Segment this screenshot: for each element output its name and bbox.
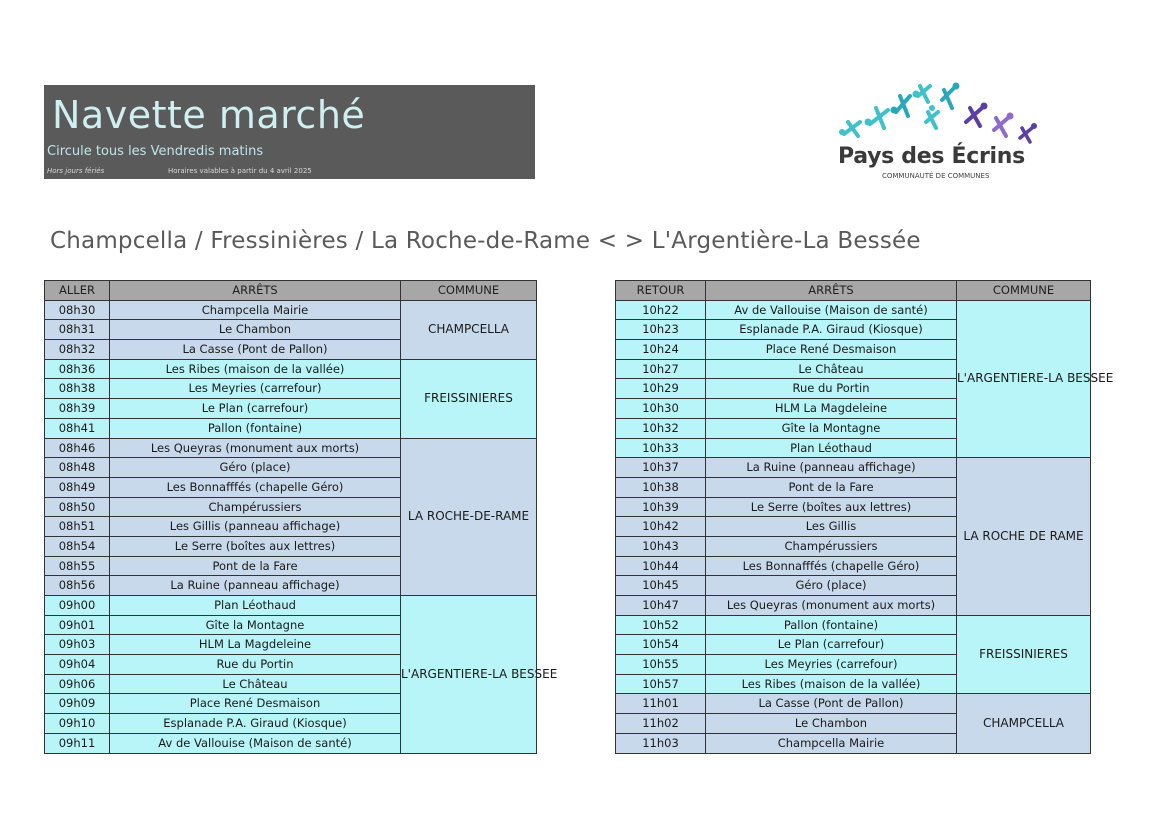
stop-cell: Géro (place) bbox=[110, 458, 401, 478]
route-heading: Champcella / Fressinières / La Roche-de-Rame < > L'Argentière-La Bessée bbox=[50, 228, 921, 254]
table-header-row bbox=[616, 281, 1091, 301]
time-cell: 10h22 bbox=[616, 300, 706, 320]
header-arrets: ARRÊTS bbox=[110, 281, 401, 301]
time-cell: 09h00 bbox=[45, 596, 110, 616]
stop-cell: Plan Léothaud bbox=[706, 438, 957, 458]
table-row bbox=[616, 694, 1091, 714]
banner-subtitle: Circule tous les Vendredis matins bbox=[47, 144, 264, 159]
time-cell: 10h24 bbox=[616, 340, 706, 360]
time-cell: 08h36 bbox=[45, 359, 110, 379]
time-cell: 08h46 bbox=[45, 438, 110, 458]
time-cell: 09h01 bbox=[45, 615, 110, 635]
stop-cell: Rue du Portin bbox=[706, 379, 957, 399]
holidays-note: Hors jours fériés bbox=[47, 167, 105, 175]
time-cell: 08h31 bbox=[45, 320, 110, 340]
stop-cell: Place René Desmaison bbox=[706, 340, 957, 360]
table-row bbox=[45, 300, 537, 320]
stop-cell: Champcella Mairie bbox=[110, 300, 401, 320]
time-cell: 10h27 bbox=[616, 359, 706, 379]
table-row bbox=[45, 359, 537, 379]
time-cell: 08h55 bbox=[45, 556, 110, 576]
stop-cell: Le Château bbox=[110, 674, 401, 694]
stop-cell: Gîte la Montagne bbox=[706, 418, 957, 438]
time-cell: 10h30 bbox=[616, 399, 706, 419]
commune-cell: FREISSINIERES bbox=[957, 615, 1091, 694]
logo-figures-icon bbox=[830, 82, 1040, 144]
time-cell: 10h57 bbox=[616, 674, 706, 694]
stop-cell: La Casse (Pont de Pallon) bbox=[706, 694, 957, 714]
time-cell: 08h56 bbox=[45, 576, 110, 596]
stop-cell: Esplanade P.A. Giraud (Kiosque) bbox=[110, 714, 401, 734]
header-arrets: ARRÊTS bbox=[706, 281, 957, 301]
stop-cell: Les Ribes (maison de la vallée) bbox=[706, 674, 957, 694]
stop-cell: Le Château bbox=[706, 359, 957, 379]
commune-cell: L'ARGENTIERE-LA BESSEE bbox=[957, 300, 1091, 458]
stop-cell: Les Meyries (carrefour) bbox=[706, 655, 957, 675]
table-row bbox=[45, 596, 537, 616]
time-cell: 09h10 bbox=[45, 714, 110, 734]
time-cell: 08h49 bbox=[45, 477, 110, 497]
time-cell: 08h54 bbox=[45, 536, 110, 556]
stop-cell: La Casse (Pont de Pallon) bbox=[110, 340, 401, 360]
time-cell: 10h55 bbox=[616, 655, 706, 675]
table-row bbox=[45, 438, 537, 458]
time-cell: 08h38 bbox=[45, 379, 110, 399]
time-cell: 10h37 bbox=[616, 458, 706, 478]
stop-cell: Géro (place) bbox=[706, 576, 957, 596]
time-cell: 08h41 bbox=[45, 418, 110, 438]
time-cell: 10h42 bbox=[616, 517, 706, 537]
stop-cell: Av de Vallouise (Maison de santé) bbox=[110, 733, 401, 753]
table-row bbox=[616, 458, 1091, 478]
stop-cell: Les Meyries (carrefour) bbox=[110, 379, 401, 399]
stop-cell: La Ruine (panneau affichage) bbox=[706, 458, 957, 478]
time-cell: 08h32 bbox=[45, 340, 110, 360]
commune-cell: FREISSINIERES bbox=[401, 359, 537, 438]
stop-cell: Place René Desmaison bbox=[110, 694, 401, 714]
header-aller: ALLER bbox=[45, 281, 110, 301]
stop-cell: Av de Vallouise (Maison de santé) bbox=[706, 300, 957, 320]
stop-cell: Les Bonnafffés (chapelle Géro) bbox=[110, 477, 401, 497]
stop-cell: Les Queyras (monument aux morts) bbox=[110, 438, 401, 458]
header-commune: COMMUNE bbox=[957, 281, 1091, 301]
time-cell: 09h11 bbox=[45, 733, 110, 753]
time-cell: 10h43 bbox=[616, 536, 706, 556]
time-cell: 10h23 bbox=[616, 320, 706, 340]
stop-cell: Gîte la Montagne bbox=[110, 615, 401, 635]
time-cell: 10h38 bbox=[616, 477, 706, 497]
stop-cell: Le Plan (carrefour) bbox=[706, 635, 957, 655]
time-cell: 10h52 bbox=[616, 615, 706, 635]
stop-cell: Esplanade P.A. Giraud (Kiosque) bbox=[706, 320, 957, 340]
table-header-row bbox=[45, 281, 537, 301]
time-cell: 10h39 bbox=[616, 497, 706, 517]
time-cell: 08h39 bbox=[45, 399, 110, 419]
stop-cell: Pont de la Fare bbox=[110, 556, 401, 576]
pays-des-ecrins-logo bbox=[830, 82, 1040, 184]
time-cell: 10h44 bbox=[616, 556, 706, 576]
stop-cell: Le Plan (carrefour) bbox=[110, 399, 401, 419]
stop-cell: Le Serre (boîtes aux lettres) bbox=[110, 536, 401, 556]
stop-cell: Les Queyras (monument aux morts) bbox=[706, 596, 957, 616]
aller-body bbox=[45, 300, 558, 753]
time-cell: 08h51 bbox=[45, 517, 110, 537]
stop-cell: Les Gillis bbox=[706, 517, 957, 537]
stop-cell: La Ruine (panneau affichage) bbox=[110, 576, 401, 596]
commune-cell: LA ROCHE DE RAME bbox=[957, 458, 1091, 616]
stop-cell: HLM La Magdeleine bbox=[706, 399, 957, 419]
stop-cell: Champérussiers bbox=[706, 536, 957, 556]
time-cell: 10h45 bbox=[616, 576, 706, 596]
table-row bbox=[616, 615, 1091, 635]
stop-cell: Plan Léothaud bbox=[110, 596, 401, 616]
stop-cell: Les Gillis (panneau affichage) bbox=[110, 517, 401, 537]
stop-cell: Pallon (fontaine) bbox=[110, 418, 401, 438]
commune-cell: CHAMPCELLA bbox=[401, 300, 537, 359]
validity-note: Horaires valables à partir du 4 avril 2025 bbox=[168, 167, 312, 175]
page-title: Navette marché bbox=[52, 93, 366, 137]
time-cell: 09h03 bbox=[45, 635, 110, 655]
time-cell: 09h06 bbox=[45, 674, 110, 694]
aller-timetable bbox=[44, 280, 558, 754]
time-cell: 09h04 bbox=[45, 655, 110, 675]
time-cell: 09h09 bbox=[45, 694, 110, 714]
time-cell: 08h48 bbox=[45, 458, 110, 478]
commune-cell: LA ROCHE-DE-RAME bbox=[401, 438, 537, 596]
time-cell: 10h29 bbox=[616, 379, 706, 399]
stop-cell: Le Chambon bbox=[706, 714, 957, 734]
stop-cell: Pont de la Fare bbox=[706, 477, 957, 497]
stop-cell: Pallon (fontaine) bbox=[706, 615, 957, 635]
time-cell: 10h54 bbox=[616, 635, 706, 655]
commune-cell: L'ARGENTIERE-LA BESSEE bbox=[401, 596, 537, 754]
time-cell: 11h02 bbox=[616, 714, 706, 734]
stop-cell: Le Chambon bbox=[110, 320, 401, 340]
stop-cell: Les Bonnafffés (chapelle Géro) bbox=[706, 556, 957, 576]
logo-name: Pays des Écrins bbox=[838, 144, 1025, 169]
commune-cell: CHAMPCELLA bbox=[957, 694, 1091, 753]
time-cell: 10h32 bbox=[616, 418, 706, 438]
logo-subtitle: COMMUNAUTÉ DE COMMUNES bbox=[882, 172, 990, 180]
time-cell: 10h47 bbox=[616, 596, 706, 616]
time-cell: 11h01 bbox=[616, 694, 706, 714]
stop-cell: Les Ribes (maison de la vallée) bbox=[110, 359, 401, 379]
table-row bbox=[616, 300, 1091, 320]
stop-cell: Rue du Portin bbox=[110, 655, 401, 675]
stop-cell: Champérussiers bbox=[110, 497, 401, 517]
time-cell: 08h30 bbox=[45, 300, 110, 320]
time-cell: 11h03 bbox=[616, 733, 706, 753]
title-banner bbox=[44, 85, 535, 179]
retour-timetable bbox=[615, 280, 1114, 754]
time-cell: 08h50 bbox=[45, 497, 110, 517]
header-commune: COMMUNE bbox=[401, 281, 537, 301]
stop-cell: Le Serre (boîtes aux lettres) bbox=[706, 497, 957, 517]
time-cell: 10h33 bbox=[616, 438, 706, 458]
header-retour: RETOUR bbox=[616, 281, 706, 301]
retour-body bbox=[616, 300, 1114, 753]
stop-cell: Champcella Mairie bbox=[706, 733, 957, 753]
stop-cell: HLM La Magdeleine bbox=[110, 635, 401, 655]
